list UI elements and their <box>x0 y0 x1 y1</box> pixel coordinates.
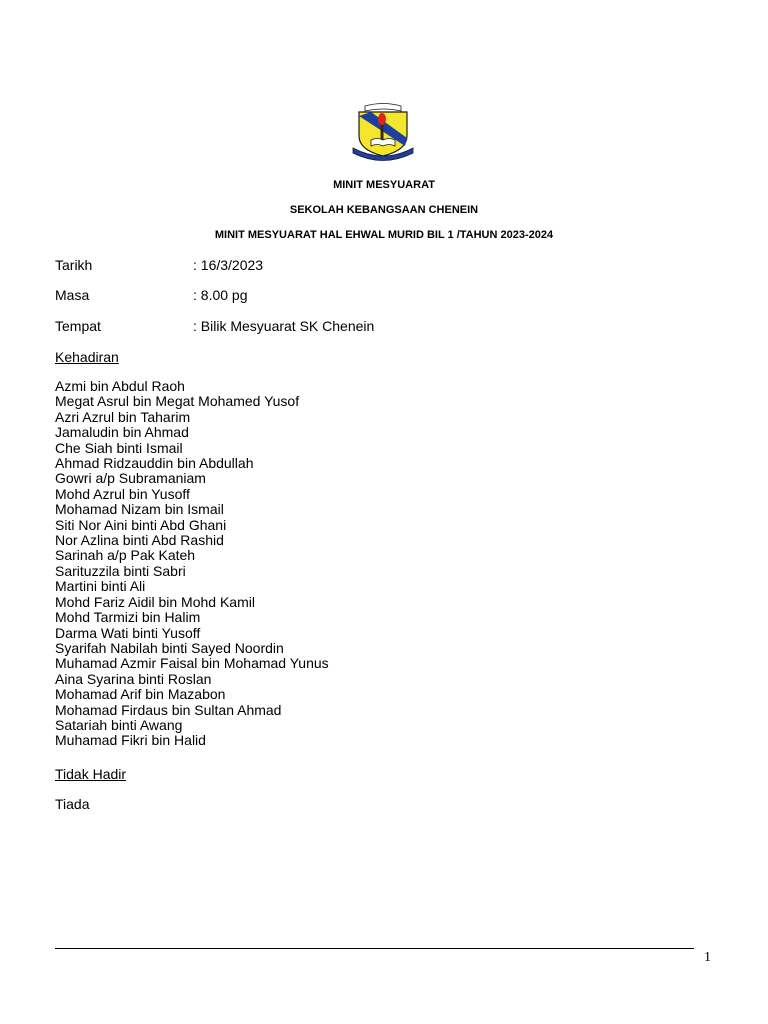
list-item: Gowri a/p Subramaniam <box>55 470 206 487</box>
list-item: Nor Azlina binti Abd Rashid <box>55 532 224 549</box>
list-item: Che Siah binti Ismail <box>55 439 183 456</box>
time-label: Masa <box>55 287 90 303</box>
place-value: : Bilik Mesyuarat SK Chenein <box>193 318 375 334</box>
list-item: Mohamad Arif bin Mazabon <box>55 686 226 703</box>
list-item: Sarituzzila binti Sabri <box>55 562 186 579</box>
list-item: Azmi bin Abdul Raoh <box>55 378 185 394</box>
list-item: Mohd Fariz Aidil bin Mohd Kamil <box>55 593 255 610</box>
page-number: 1 <box>704 950 711 965</box>
document-title: MINIT MESYUARAT <box>333 179 435 191</box>
place-label: Tempat <box>55 318 101 334</box>
list-item: Muhamad Azmir Faisal bin Mohamad Yunus <box>55 655 329 672</box>
date-value: : 16/3/2023 <box>193 257 264 273</box>
list-item: Siti Nor Aini binti Abd Ghani <box>55 516 227 533</box>
list-item: Mohd Tarmizi bin Halim <box>55 609 201 626</box>
attendance-list <box>55 379 329 749</box>
list-item: Azri Azrul bin Taharim <box>55 408 191 425</box>
list-item: Mohamad Firdaus bin Sultan Ahmad <box>55 701 282 718</box>
list-item: Sarinah a/p Pak Kateh <box>55 547 196 564</box>
absent-value: Tiada <box>55 796 90 812</box>
school-crest-icon <box>349 100 417 166</box>
date-label: Tarikh <box>55 257 93 273</box>
list-item: Mohamad Nizam bin Ismail <box>55 501 224 518</box>
list-item: Ahmad Ridzauddin bin Abdullah <box>55 455 254 472</box>
attendance-heading: Kehadiran <box>55 349 119 365</box>
footer-divider <box>55 948 694 949</box>
time-value: : 8.00 pg <box>193 287 248 303</box>
list-item: Satariah binti Awang <box>55 716 183 733</box>
absent-heading: Tidak Hadir <box>55 766 127 782</box>
meeting-title: MINIT MESYUARAT HAL EHWAL MURID BIL 1 /TAHUN 2023-2024 <box>214 229 554 241</box>
school-name: SEKOLAH KEBANGSAAN CHENEIN <box>289 204 479 216</box>
list-item: Aina Syarina binti Roslan <box>55 670 212 687</box>
list-item: Mohd Azrul bin Yusoff <box>55 485 190 502</box>
list-item: Darma Wati binti Yusoff <box>55 624 201 641</box>
list-item: Megat Asrul bin Megat Mohamed Yusof <box>55 393 300 410</box>
list-item: Jamaludin bin Ahmad <box>55 424 189 441</box>
list-item: Martini binti Ali <box>55 578 146 595</box>
list-item: Syarifah Nabilah binti Sayed Noordin <box>55 639 284 656</box>
list-item: Muhamad Fikri bin Halid <box>55 732 206 749</box>
